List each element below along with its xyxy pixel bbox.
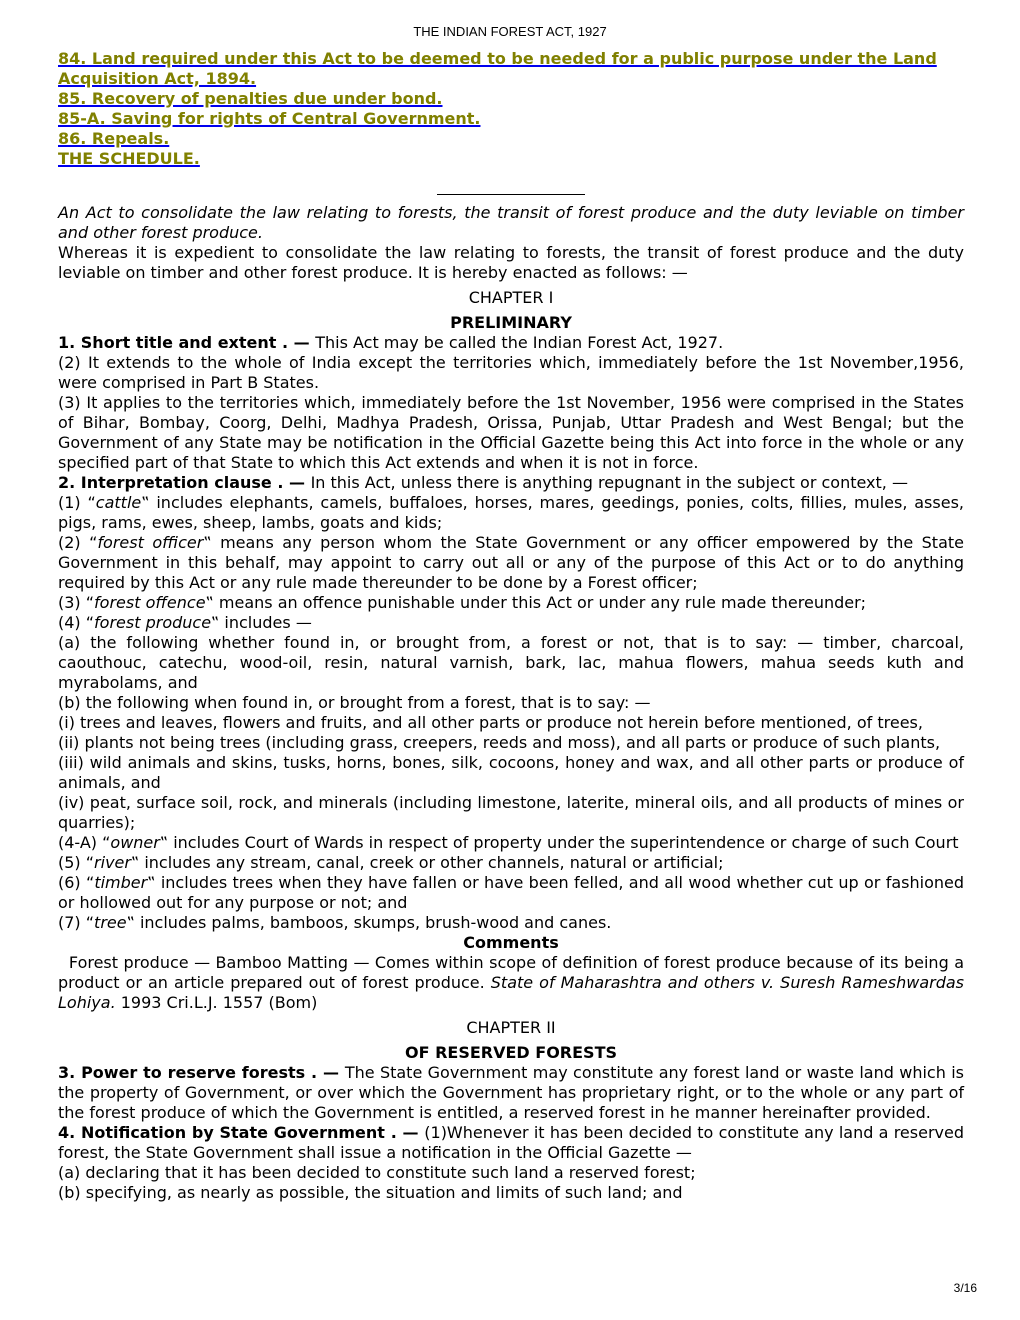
paragraph — [58, 393, 964, 473]
paragraph — [58, 1183, 964, 1203]
italic-text: tree — [94, 913, 127, 932]
text: (4-A) “ — [58, 833, 111, 852]
italic-text: timber — [94, 873, 148, 892]
page-number: 3/16 — [953, 1281, 977, 1295]
paragraph — [58, 243, 964, 283]
section-heading — [58, 288, 964, 308]
italic-text: river — [94, 853, 131, 872]
paragraph — [58, 853, 964, 873]
italic-text: owner — [110, 833, 160, 852]
italic-text: forest produce — [94, 613, 212, 632]
paragraph — [58, 953, 964, 1013]
paragraph — [58, 633, 964, 693]
bold-text: 1. Short title and extent . — — [58, 333, 316, 352]
text: ‟ includes elephants, camels, buffaloes, horses, mares, geedings, ponies, colts, fillies, mules, asses, pigs, rams, ewes, sheep, lambs, goats and kids; — [58, 493, 964, 532]
text: 1993 Cri.L.J. 1557 (Bom) — [115, 993, 318, 1012]
document-body — [58, 49, 964, 1203]
text: The State Government may constitute any forest land or waste land which is the property of Government, or over which the Government has proprietary right, or to the whole or any part of the forest produce of which the Government is entitled, a reserved forest in he manner hereinafter provided. — [58, 1063, 964, 1122]
text: ‟ means an offence punishable under this Act or under any rule made thereunder; — [205, 593, 867, 612]
text: (4) “ — [58, 613, 95, 632]
section-heading — [58, 1043, 964, 1063]
text: (3) It applies to the territories which, immediately before the 1st November, 1956 were comprised in the States of Bihar, Bombay, Coorg, Delhi, Madhya Pradesh, Orissa, Punjab, Uttar Pradesh and West Bengal; but the Government of any State may be notification in the Official Gazette being this Act into force in the whole or any specified part of that State to which this Act extends and when it is not in force. — [58, 393, 964, 472]
bold-text: PRELIMINARY — [450, 313, 572, 332]
text: In this Act, unless there is anything repugnant in the subject or context, — — [310, 473, 908, 492]
text: (iv) peat, surface soil, rock, and minerals (including limestone, laterite, mineral oils, and all products of mines or quarries); — [58, 793, 964, 832]
text: ‟ includes any stream, canal, creek or other channels, natural or artificial; — [130, 853, 724, 872]
paragraph — [58, 533, 964, 593]
paragraph — [58, 1123, 964, 1163]
section-heading — [58, 933, 964, 953]
separator-rule — [437, 194, 585, 195]
paragraph — [58, 353, 964, 393]
text: (5) “ — [58, 853, 95, 872]
text: (2) “ — [58, 533, 98, 552]
paragraph — [58, 693, 964, 713]
section-heading — [58, 1018, 964, 1038]
text: CHAPTER II — [466, 1018, 556, 1037]
text: CHAPTER I — [468, 288, 554, 307]
italic-text: State of Maharashtra and others v. Suresh Rameshwardas Lohiya. — [58, 973, 965, 1012]
toc-link-86[interactable]: 86. Repeals. — [58, 129, 170, 148]
italic-text: forest offence — [94, 593, 206, 612]
text: ‟ includes Court of Wards in respect of property under the superintendence or charge of such Court — [159, 833, 959, 852]
italic-text: forest officer — [97, 533, 204, 552]
act-text — [58, 203, 964, 1203]
paragraph — [58, 593, 964, 613]
paragraph — [58, 793, 964, 833]
table-of-contents — [58, 49, 964, 169]
paragraph — [58, 873, 964, 913]
running-header: THE INDIAN FOREST ACT, 1927 — [413, 24, 607, 39]
text: (1)Whenever it has been decided to constitute any land a reserved forest, the State Government shall issue a notification in the Official Gazette — — [58, 1123, 964, 1162]
bold-text: Comments — [463, 933, 559, 952]
text: (a) declaring that it has been decided to constitute such land a reserved forest; — [58, 1163, 696, 1182]
text: This Act may be called the Indian Forest Act, 1927. — [315, 333, 724, 352]
paragraph — [58, 473, 964, 493]
toc-link-85[interactable]: 85. Recovery of penalties due under bond. — [58, 89, 443, 108]
bold-text: 4. Notification by State Government . — — [58, 1123, 425, 1142]
paragraph — [58, 733, 964, 753]
text: (a) the following whether found in, or brought from, a forest or not, that is to say: — timber, charcoal, caouthouc, catechu, wood-oil, resin, natural varnish, bark, lac, mahua flowers, mahua seeds kuth and myrabolams, and — [58, 633, 964, 692]
bold-text: OF RESERVED FORESTS — [404, 1043, 618, 1062]
paragraph — [58, 833, 964, 853]
italic-text: An Act to consolidate the law relating to forests, the transit of forest produce and the duty leviable on timber and other forest produce. — [58, 203, 964, 242]
text: (ii) plants not being trees (including grass, creepers, reeds and moss), and all parts or produce of such plants, — [58, 733, 941, 752]
section-heading — [58, 313, 964, 333]
paragraph — [58, 333, 964, 353]
text: (6) “ — [58, 873, 95, 892]
text: (2) It extends to the whole of India except the territories which, immediately before the 1st November,1956, were comprised in Part B States. — [58, 353, 964, 392]
paragraph — [58, 613, 964, 633]
text: (1) “ — [58, 493, 96, 512]
paragraph — [58, 1063, 964, 1123]
paragraph — [58, 753, 964, 793]
text: (b) the following when found in, or brought from a forest, that is to say: — — [58, 693, 651, 712]
text: (iii) wild animals and skins, tusks, horns, bones, silk, cocoons, honey and wax, and all other parts or produce of animals, and — [58, 753, 964, 792]
paragraph — [58, 913, 964, 933]
paragraph — [58, 203, 964, 243]
toc-link-85a[interactable]: 85-A. Saving for rights of Central Government. — [58, 109, 481, 128]
text: (i) trees and leaves, flowers and fruits, and all other parts or produce not herein before mentioned, of trees, — [58, 713, 923, 732]
italic-text: cattle — [95, 493, 142, 512]
paragraph — [58, 493, 964, 533]
paragraph — [58, 713, 964, 733]
toc-link-schedule[interactable]: THE SCHEDULE. — [58, 149, 200, 168]
text: (b) specifying, as nearly as possible, the situation and limits of such land; and — [58, 1183, 683, 1202]
text: (7) “ — [58, 913, 95, 932]
bold-text: 2. Interpretation clause . — — [58, 473, 311, 492]
text: (3) “ — [58, 593, 95, 612]
text: ‟ includes palms, bamboos, skumps, brush-wood and canes. — [126, 913, 612, 932]
paragraph — [58, 1163, 964, 1183]
text: ‟ includes trees when they have fallen or have been felled, and all wood whether cut up or fashioned or hollowed out for any purpose or not; and — [58, 873, 964, 912]
text: ‟ includes — — [211, 613, 312, 632]
text: Whereas it is expedient to consolidate the law relating to forests, the transit of forest produce and the duty leviable on timber and other forest produce. It is hereby enacted as follows: — — [58, 243, 964, 282]
text: Forest produce — Bamboo Matting — Comes within scope of definition of forest produce because of its being a product or an article prepared out of forest produce. — [58, 953, 964, 992]
bold-text: 3. Power to reserve forests . — — [58, 1063, 345, 1082]
text: ‟ means any person whom the State Government or any officer empowered by the State Government in this behalf, may appoint to carry out all or any of the purpose of this Act or to do anything required by this Act or any rule made thereunder to be done by a Forest officer; — [58, 533, 965, 592]
toc-link-84[interactable]: 84. Land required under this Act to be deemed to be needed for a public purpose under the Land Acquisition Act, 1894. — [58, 49, 937, 88]
